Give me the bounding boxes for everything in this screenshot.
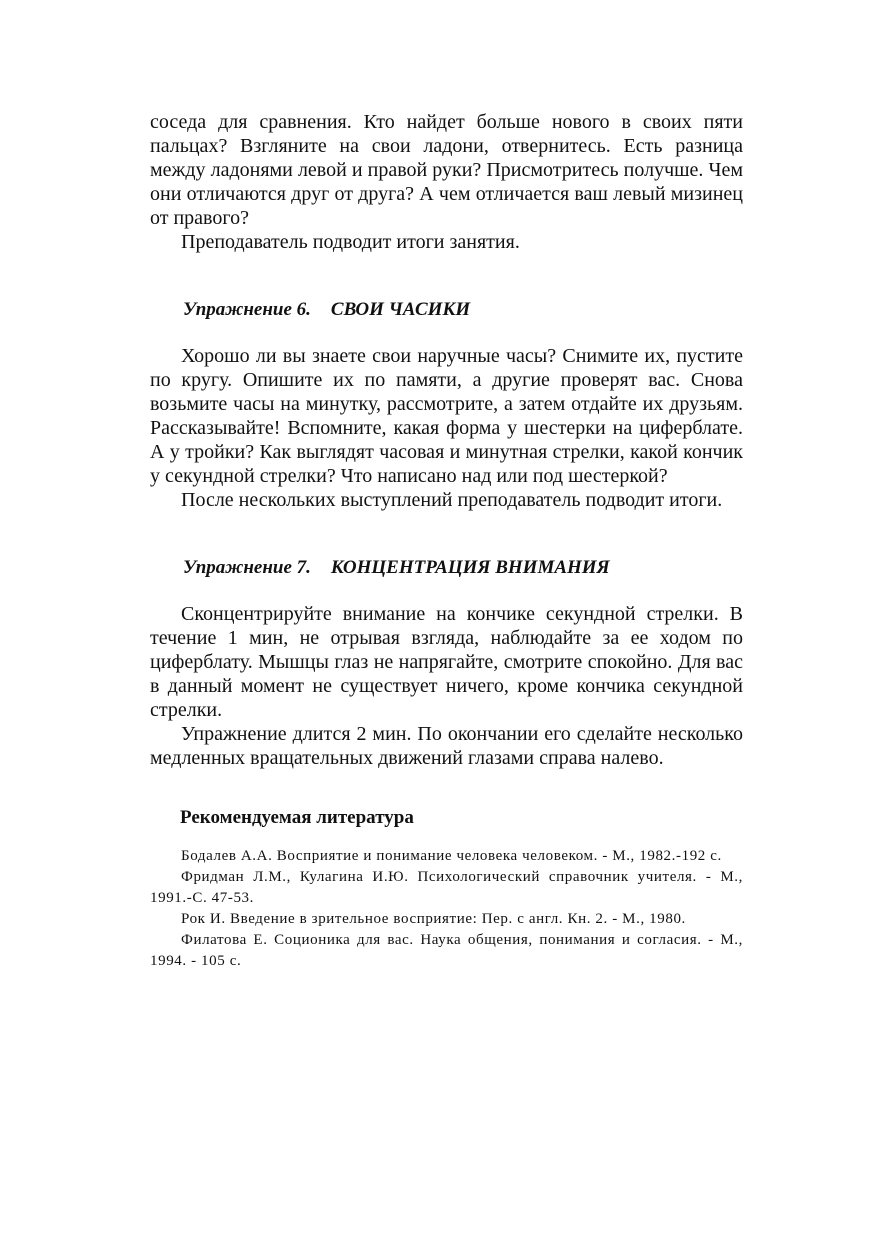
exercise-6-heading: [150, 298, 743, 322]
exercise-7-title: КОНЦЕНТРАЦИЯ ВНИМАНИЯ: [330, 557, 610, 578]
exercise-6-number: Упражнение 6.: [183, 299, 311, 320]
exercise-7-paragraph-1: Сконцентрируйте внимание на кончике секундной стрелки. В течение 1 мин, не отрывая взгляда, наблюдайте за ее ходом по циферблату. Мышцы глаз не напрягайте, смотрите спокойно. Для вас в данный момент не существует ничего, кроме кончика секундной стрелки.: [150, 603, 743, 721]
reference-item: Фридман Л.М., Кулагина И.Ю. Психологический справочник учителя. - М., 1991.-С. 47-53.: [150, 869, 743, 906]
exercise-7-paragraph-2: Упражнение длится 2 мин. По окончании его сделайте несколько медленных вращательных движений глазами справа налево.: [150, 723, 743, 769]
reference-item: Филатова Е. Соционика для вас. Наука общения, понимания и согласия. - М., 1994. - 105 с.: [150, 932, 743, 969]
exercise-6-title: СВОИ ЧАСИКИ: [330, 299, 471, 320]
reference-item: Бодалев А.А. Восприятие и понимание человека человеком. - М., 1982.-192 с.: [181, 848, 722, 864]
exercise-7-number: Упражнение 7.: [183, 557, 311, 578]
book-page: [150, 110, 743, 972]
intro-paragraph-2: Преподаватель подводит итоги занятия.: [181, 231, 520, 253]
exercise-6-paragraph-2: После нескольких выступлений преподаватель подводит итоги.: [181, 489, 723, 511]
exercise-6-paragraph-1: Хорошо ли вы знаете свои наручные часы? Снимите их, пустите по кругу. Опишите их по памяти, а другие проверят вас. Снова возьмите часы на минутку, рассмотрите, а затем отдайте их друзьям. Рассказывайте! Вспомните, какая форма у шестерки на циферблате. А у тройки? Как выглядят часовая и минутная стрелки, какой кончик у секундной стрелки? Что написано над или под шестеркой?: [150, 345, 743, 487]
intro-paragraph-1: соседа для сравнения. Кто найдет больше нового в своих пяти пальцах? Взгляните на свои ладони, отвернитесь. Есть разница между ладонями левой и правой руки? Присмотритесь получше. Чем они отличаются друг от друга? А чем отличается ваш левый мизинец от правого?: [150, 111, 743, 229]
exercise-7-heading: [150, 556, 743, 580]
reference-item: Рок И. Введение в зрительное восприятие: Пер. с англ. Кн. 2. - М., 1980.: [181, 911, 686, 927]
references-heading: Рекомендуемая литература: [180, 807, 414, 828]
